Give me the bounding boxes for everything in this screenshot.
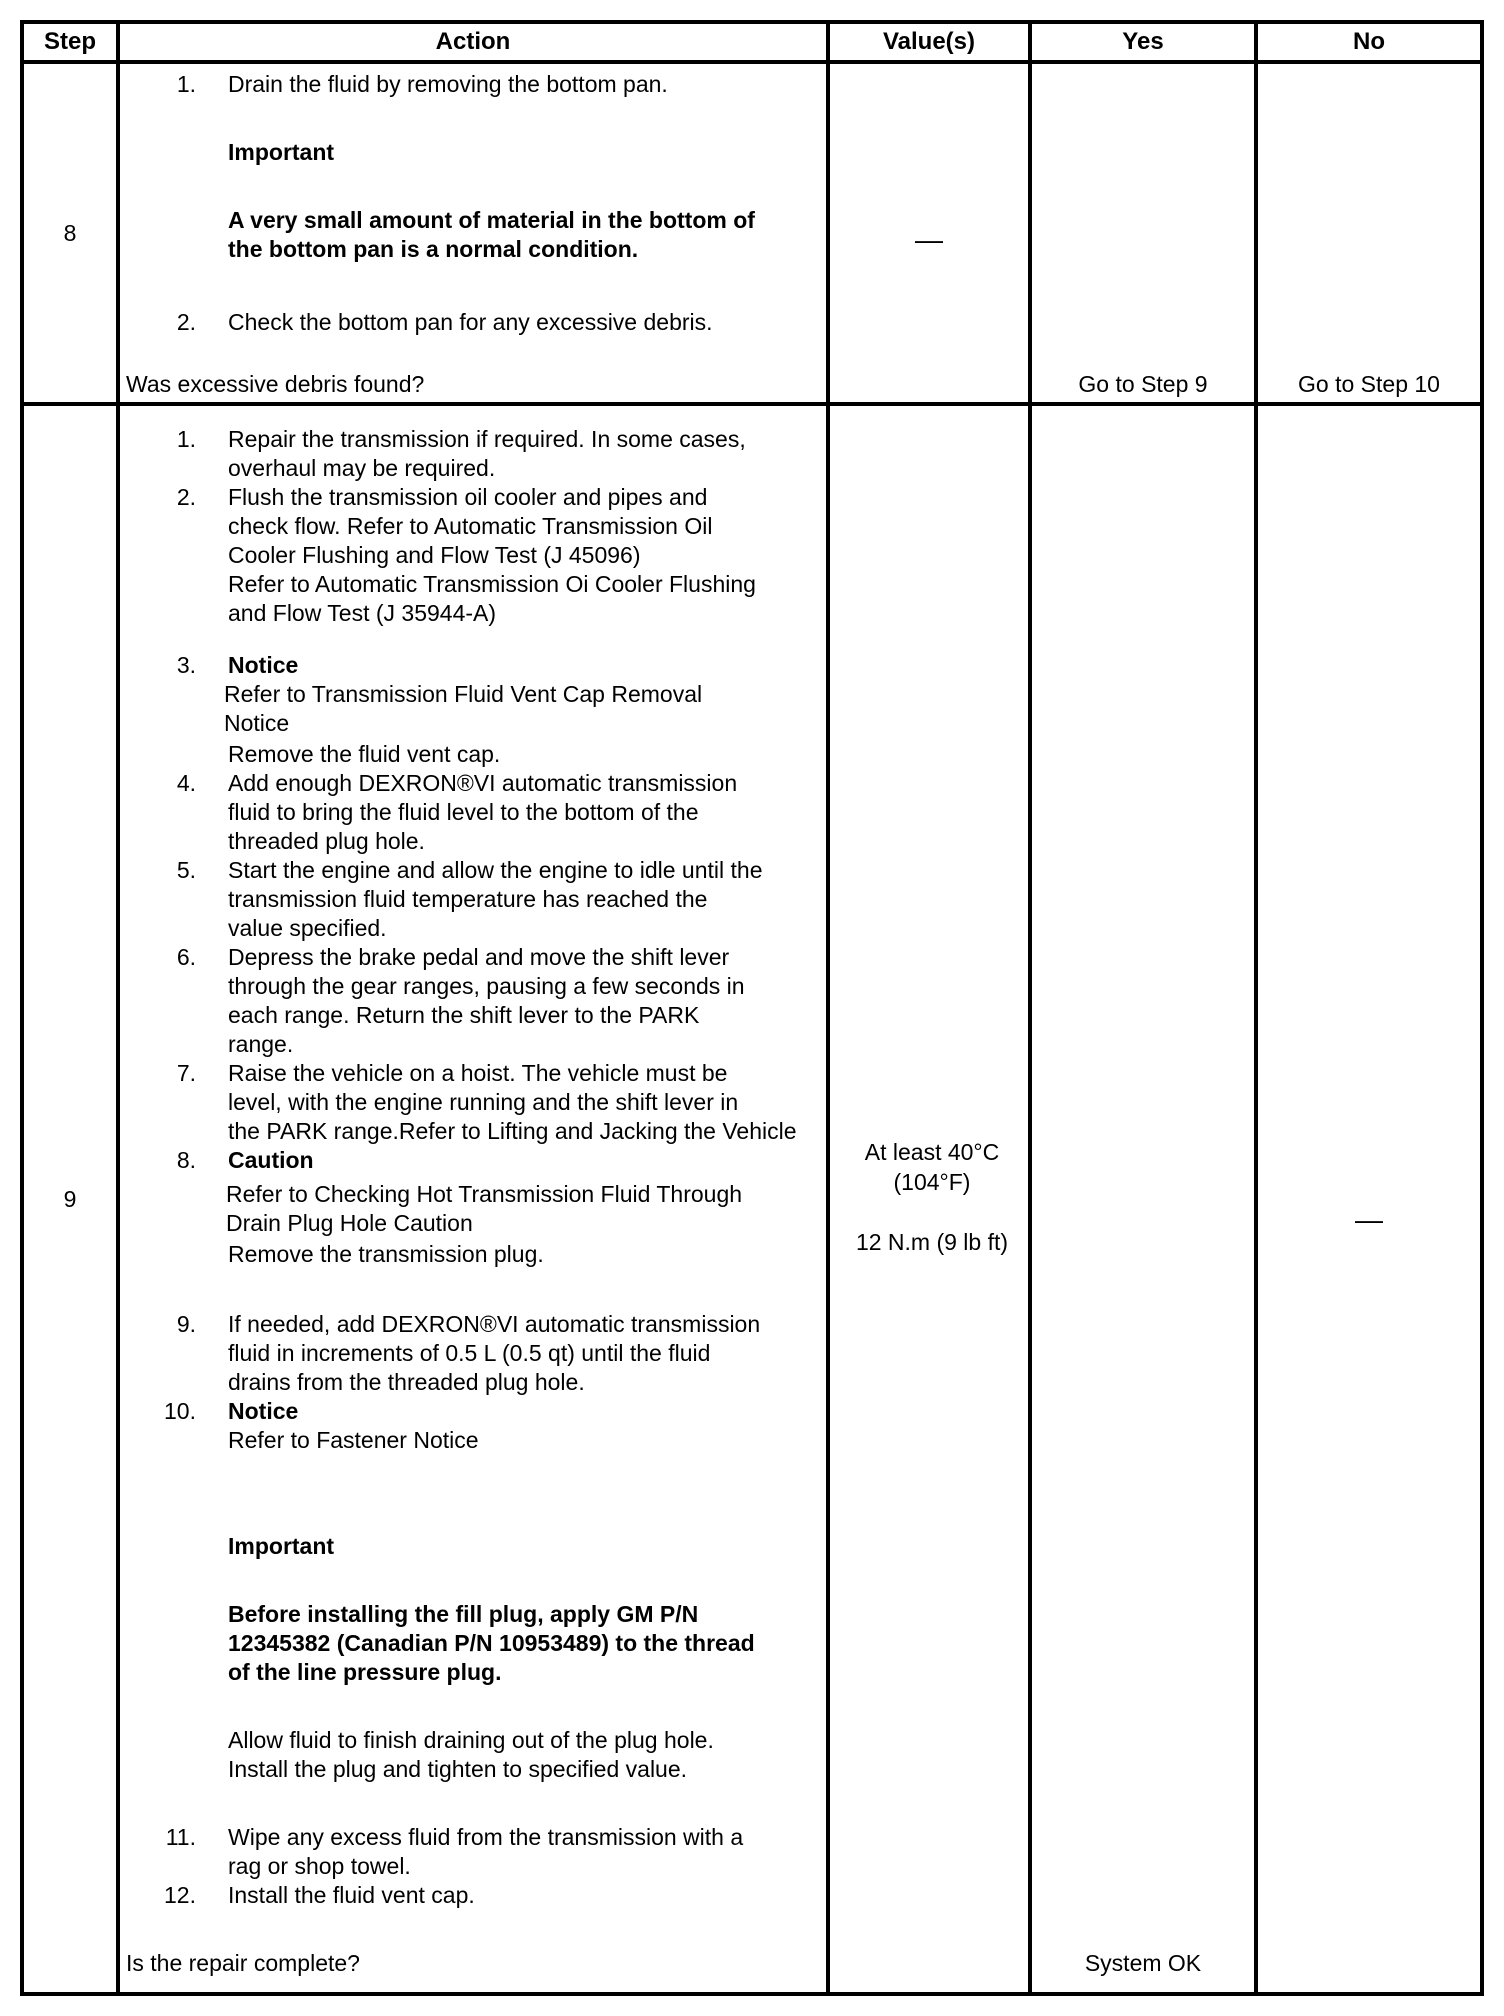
diagnostic-table bbox=[20, 20, 1484, 1996]
row-divider bbox=[20, 60, 1484, 64]
action-text: Check the bottom pan for any excessive debris. bbox=[228, 309, 713, 335]
action-text: check flow. Refer to Automatic Transmission Oil bbox=[228, 513, 713, 539]
action-text: rag or shop towel. bbox=[228, 1853, 411, 1879]
action-text: Repair the transmission if required. In some cases, bbox=[228, 426, 746, 452]
step-number: 9 bbox=[63, 1185, 77, 1212]
action-text: threaded plug hole. bbox=[228, 828, 425, 854]
yes-result: System OK bbox=[1084, 1950, 1202, 1976]
no-result: — bbox=[1355, 1204, 1383, 1235]
action-text: drains from the threaded plug hole. bbox=[228, 1369, 585, 1395]
row-divider bbox=[20, 402, 1484, 406]
action-text: level, with the engine running and the shift lever in bbox=[228, 1089, 739, 1115]
column-divider bbox=[1254, 20, 1258, 1996]
list-number: 3. bbox=[176, 652, 196, 678]
action-text: If needed, add DEXRON®VI automatic transmission bbox=[228, 1311, 761, 1337]
list-number: 10. bbox=[164, 1398, 196, 1424]
action-text: of the line pressure plug. bbox=[228, 1659, 502, 1685]
action-text: value specified. bbox=[228, 915, 387, 941]
action-text: Refer to Automatic Transmission Oi Cooler Flushing bbox=[228, 571, 756, 597]
no-result: Go to Step 10 bbox=[1298, 371, 1440, 397]
action-text: range. bbox=[228, 1031, 294, 1057]
action-text: each range. Return the shift lever to the PARK bbox=[228, 1002, 700, 1028]
important-text: the bottom pan is a normal condition. bbox=[228, 236, 639, 262]
action-text: the PARK range.Refer to Lifting and Jacking the Vehicle bbox=[228, 1118, 797, 1144]
important-text: A very small amount of material in the bottom of bbox=[228, 207, 755, 233]
header-yes: Yes bbox=[1122, 28, 1164, 55]
list-number: 11. bbox=[165, 1824, 196, 1850]
action-text: Refer to Checking Hot Transmission Fluid Through bbox=[226, 1181, 743, 1207]
list-number: 6. bbox=[176, 944, 196, 970]
list-number: 7. bbox=[176, 1060, 196, 1086]
value-torque: 12 N.m (9 lb ft) bbox=[855, 1229, 1009, 1255]
column-divider bbox=[826, 20, 830, 1996]
list-number: 5. bbox=[176, 857, 196, 883]
action-text: Wipe any excess fluid from the transmission with a bbox=[228, 1824, 744, 1850]
action-text: Install the fluid vent cap. bbox=[228, 1882, 475, 1908]
action-text: through the gear ranges, pausing a few seconds in bbox=[228, 973, 745, 999]
action-text: Flush the transmission oil cooler and pipes and bbox=[228, 484, 708, 510]
list-number: 1. bbox=[176, 71, 196, 97]
action-text: fluid to bring the fluid level to the bottom of the bbox=[228, 799, 699, 825]
value-dash: — bbox=[915, 224, 943, 255]
action-text: Before installing the fill plug, apply GM P/N bbox=[228, 1601, 699, 1627]
list-number: 9. bbox=[176, 1311, 196, 1337]
action-text: Cooler Flushing and Flow Test (J 45096) bbox=[228, 542, 641, 568]
header-step: Step bbox=[43, 28, 96, 55]
action-text: Notice bbox=[228, 1398, 299, 1424]
list-number: 12. bbox=[164, 1882, 196, 1908]
action-text: Raise the vehicle on a hoist. The vehicle must be bbox=[228, 1060, 728, 1086]
yes-result: Go to Step 9 bbox=[1078, 371, 1208, 397]
action-text: Allow fluid to finish draining out of the plug hole. bbox=[228, 1727, 714, 1753]
list-number: 1. bbox=[176, 426, 196, 452]
action-text: transmission fluid temperature has reached the bbox=[228, 886, 708, 912]
question-text: Is the repair complete? bbox=[126, 1950, 360, 1976]
action-text: Refer to Transmission Fluid Vent Cap Removal bbox=[224, 681, 703, 707]
value-temperature-f: (104°F) bbox=[893, 1169, 971, 1195]
question-text: Was excessive debris found? bbox=[126, 371, 425, 397]
important-label: Important bbox=[228, 139, 335, 165]
list-number: 2. bbox=[176, 309, 196, 335]
action-text: Important bbox=[228, 1533, 335, 1559]
header-action: Action bbox=[435, 28, 511, 55]
action-text: Depress the brake pedal and move the shift lever bbox=[228, 944, 730, 970]
action-text: Start the engine and allow the engine to idle until the bbox=[228, 857, 763, 883]
list-number: 2. bbox=[176, 484, 196, 510]
action-text: fluid in increments of 0.5 L (0.5 qt) until the fluid bbox=[228, 1340, 711, 1366]
list-number: 8. bbox=[176, 1147, 196, 1173]
action-text: Refer to Fastener Notice bbox=[228, 1427, 479, 1453]
action-text: overhaul may be required. bbox=[228, 455, 496, 481]
action-text: and Flow Test (J 35944-A) bbox=[228, 600, 497, 626]
column-divider bbox=[116, 20, 120, 1996]
action-text: Caution bbox=[228, 1147, 314, 1173]
action-text: Remove the fluid vent cap. bbox=[228, 741, 501, 767]
list-number: 4. bbox=[176, 770, 196, 796]
column-divider bbox=[1028, 20, 1032, 1996]
action-text: Add enough DEXRON®VI automatic transmission bbox=[228, 770, 738, 796]
step-number: 8 bbox=[63, 219, 77, 246]
action-text: Notice bbox=[224, 710, 290, 736]
header-values: Value(s) bbox=[882, 28, 976, 55]
action-text: Install the plug and tighten to specified value. bbox=[228, 1756, 688, 1782]
action-text: Drain Plug Hole Caution bbox=[226, 1210, 473, 1236]
value-temperature: At least 40°C bbox=[864, 1139, 1000, 1165]
action-text: Drain the fluid by removing the bottom pan. bbox=[228, 71, 668, 97]
action-text: Notice bbox=[228, 652, 299, 678]
action-text: Remove the transmission plug. bbox=[228, 1241, 544, 1267]
header-no: No bbox=[1353, 28, 1385, 55]
action-text: 12345382 (Canadian P/N 10953489) to the thread bbox=[228, 1630, 755, 1656]
